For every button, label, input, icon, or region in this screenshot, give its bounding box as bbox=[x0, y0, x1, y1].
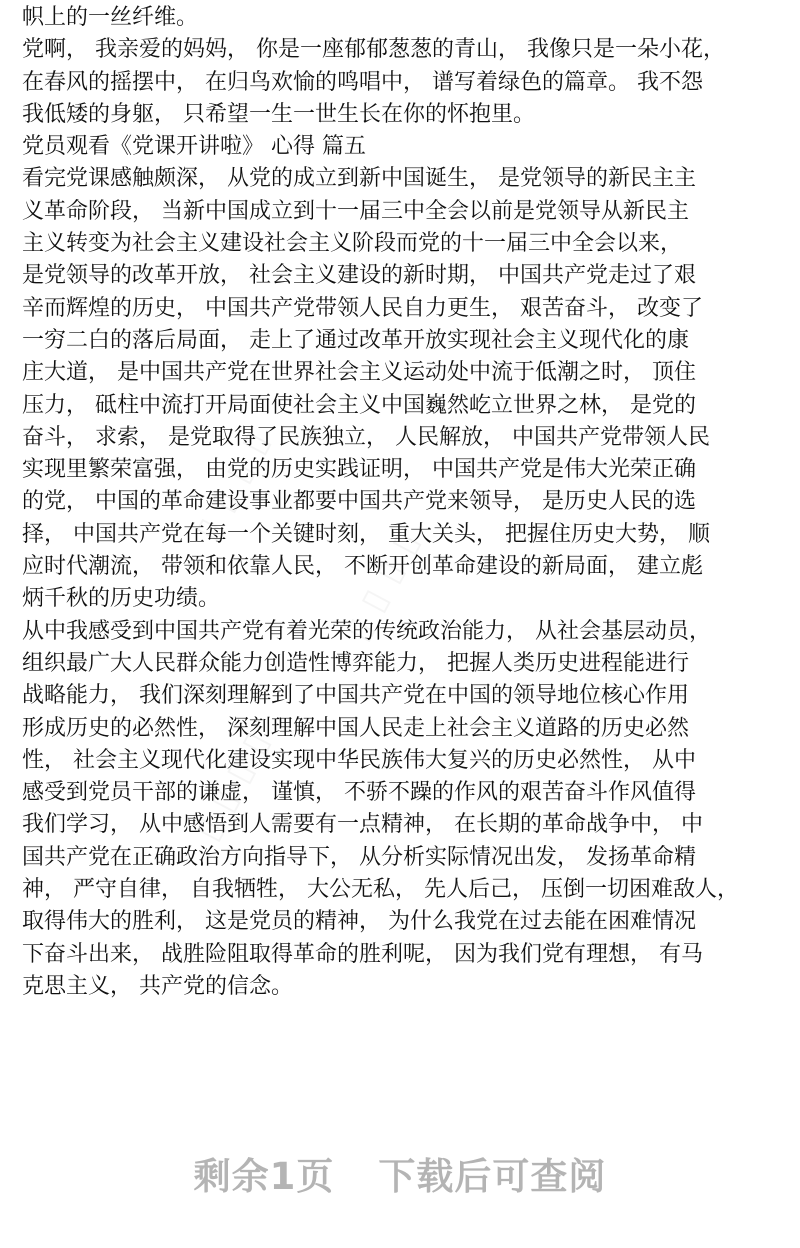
text-line: 庄大道， 是中国共产党在世界社会主义运动处中流于低潮之时， 顶住 bbox=[22, 360, 696, 386]
text-line: 压力， 砥柱中流打开局面使社会主义中国巍然屹立世界之林， 是党的 bbox=[22, 392, 696, 418]
text-line: 神， 严守自律， 自我牺牲， 大公无私， 先人后己， 压倒一切困难敌人， bbox=[22, 877, 739, 903]
text-line: 形成历史的必然性， 深刻理解中国人民走上社会主义道路的历史必然 bbox=[22, 715, 689, 741]
text-line: 一穷二白的落后局面， 走上了通过改革开放实现社会主义现代化的康 bbox=[22, 327, 689, 353]
text-line: 实现里繁荣富强， 由党的历史实践证明， 中国共产党是伟大光荣正确 bbox=[22, 457, 696, 483]
text-line: 应时代潮流， 带领和依靠人民， 不断开创革命建设的新局面， 建立彪 bbox=[22, 554, 703, 580]
text-line: 辛而辉煌的历史， 中国共产党带领人民自力更生， 艰苦奋斗， 改变了 bbox=[22, 295, 703, 321]
document-body bbox=[22, 2, 792, 1003]
text-line: 我们学习， 从中感悟到人需要有一点精神， 在长期的革命战争中， 中 bbox=[22, 812, 703, 838]
text-line: 性， 社会主义现代化建设实现中华民族伟大复兴的历史必然性， 从中 bbox=[22, 747, 696, 773]
download-to-view-link[interactable] bbox=[194, 1146, 607, 1200]
text-line: 从中我感受到中国共产党有着光荣的传统政治能力， 从社会基层动员， bbox=[22, 618, 711, 644]
watermark: ▯▯▯▯ bbox=[337, 512, 434, 648]
text-line: 看完党课感触颇深， 从党的成立到新中国诞生， 是党领导的新民主主 bbox=[22, 166, 696, 192]
text-line: 我低矮的身躯， 只希望一生一世生长在你的怀抱里。 bbox=[22, 101, 535, 127]
text-line: 炳千秋的历史功绩。 bbox=[22, 586, 221, 612]
text-line: 是党领导的改革开放， 社会主义建设的新时期， 中国共产党走过了艰 bbox=[22, 263, 696, 289]
download-prompt-bar bbox=[0, 1146, 800, 1200]
text-line: 下奋斗出来， 战胜险阻取得革命的胜利呢， 因为我们党有理想， 有马 bbox=[22, 941, 703, 967]
text-line: 国共产党在正确政治方向指导下， 从分析实际情况出发， 发扬革命精 bbox=[22, 844, 696, 870]
remaining-pages-label: 剩余1页 bbox=[193, 1155, 335, 1198]
section-heading: 党员观看《党课开讲啦》 心得 篇五 bbox=[22, 134, 366, 160]
watermark: ▯▯▯▯ bbox=[187, 412, 284, 548]
text-line: 择， 中国共产党在每一个关键时刻， 重大关头， 把握住历史大势， 顺 bbox=[22, 521, 710, 547]
text-line: 组织最广大人民群众能力创造性博弈能力， 把握人类历史进程能进行 bbox=[22, 650, 689, 676]
text-line: 在春风的摇摆中， 在归鸟欢愉的鸣唱中， 谱写着绿色的篇章。 我不怨 bbox=[22, 69, 703, 95]
text-line: 帜上的一丝纤维。 bbox=[22, 5, 199, 30]
download-prompt-label: 下载后可查阅 bbox=[378, 1155, 607, 1198]
text-line: 取得伟大的胜利， 这是党员的精神， 为什么我党在过去能在困难情况 bbox=[22, 909, 696, 935]
text-line: 奋斗， 求索， 是党取得了民族独立， 人民解放， 中国共产党带领人民 bbox=[22, 424, 710, 450]
text-line: 主义转变为社会主义建设社会主义阶段而党的十一届三中全会以来， bbox=[22, 231, 683, 257]
text-line: 感受到党员干部的谦虚， 谨慎， 不骄不躁的作风的艰苦奋斗作风值得 bbox=[22, 780, 696, 806]
text-line: 战略能力， 我们深刻理解到了中国共产党在中国的领导地位核心作用 bbox=[22, 683, 689, 709]
text-line: 党啊， 我亲爱的妈妈， 你是一座郁郁葱葱的青山， 我像只是一朵小花， bbox=[22, 37, 725, 63]
text-line: 克思主义， 共产党的信念。 bbox=[22, 973, 293, 999]
watermark: ▯▯▯▯ bbox=[187, 712, 284, 848]
text-line: 义革命阶段， 当新中国成立到十一届三中全会以前是党领导从新民主 bbox=[22, 198, 689, 224]
text-line: 的党， 中国的革命建设事业都要中国共产党来领导， 是历史人民的选 bbox=[22, 489, 696, 515]
